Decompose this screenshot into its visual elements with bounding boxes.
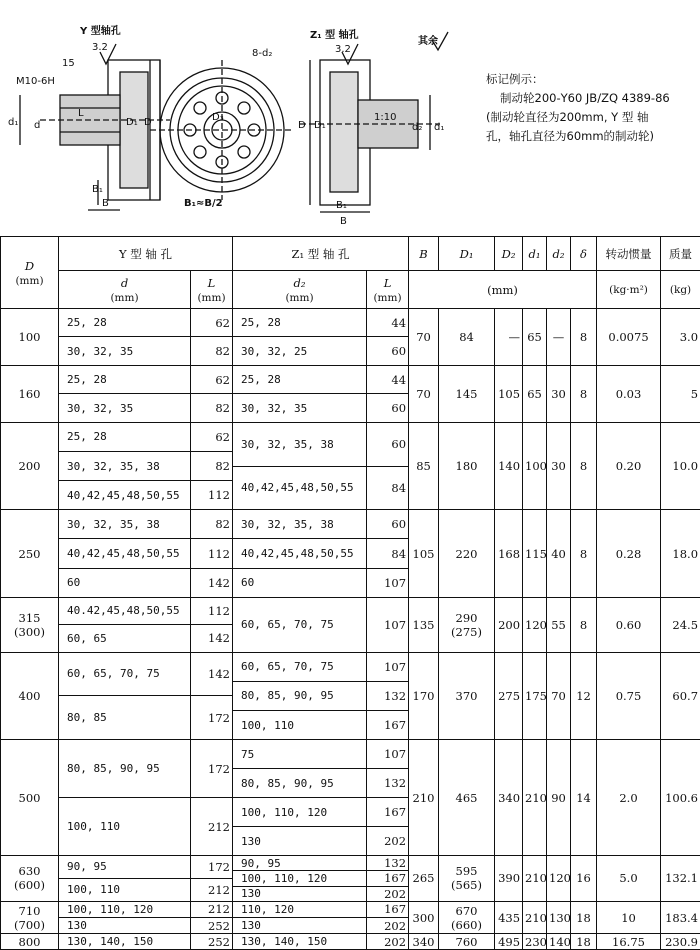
cell-d1: 210 [523,901,547,934]
cell-d1: 115 [523,510,547,597]
dim-d1-left: d₁ [8,117,19,128]
cell-z-dz: 30, 32, 25 [233,337,367,365]
cell-mass: 132.1 [661,856,700,902]
cell-z-dz: 60 [233,568,367,597]
table-row [1,856,700,864]
cell-y-d: 40,42,45,48,50,55 [59,539,191,568]
cell-y-L: 82 [191,394,233,422]
table-row [1,901,700,909]
cell-y-L: 112 [191,481,233,510]
cell-d1: 210 [523,856,547,902]
cell-d2: 70 [547,652,571,739]
cell-z-L: 107 [367,652,409,681]
thread-label: M10-6H [16,76,55,87]
dim-d1-right: d₁ [434,122,445,133]
header-y-L: L (mm) [191,271,233,309]
cell-y-d: 30, 32, 35, 38 [59,452,191,481]
header-d1: d₁ [523,237,547,271]
cell-y-d: 100, 110, 120 [59,901,191,917]
cell-D: 710 (700) [1,901,59,934]
cell-B: 85 [409,422,439,509]
cell-z-dz: 130 [233,827,367,856]
cell-inertia: 5.0 [597,856,661,902]
cell-mass: 10.0 [661,422,700,509]
drawing-left-title: Y 型轴孔 [80,26,121,37]
dim-D-left: D [144,117,152,128]
dim-D1-left: D₁ [126,117,138,128]
cell-z-L: 167 [367,710,409,739]
cell-D1: 290 (275) [439,597,495,652]
cell-D2: 105 [495,365,523,422]
cell-inertia: 2.0 [597,740,661,856]
cell-D2: — [495,309,523,366]
table-row [1,740,700,755]
notes-heading: 标记例示： [486,72,544,86]
cell-y-d: 60, 65, 70, 75 [59,652,191,696]
cell-y-L: 82 [191,452,233,481]
cell-inertia: 0.75 [597,652,661,739]
cell-inertia: 0.03 [597,365,661,422]
cell-D: 500 [1,740,59,856]
cell-D2: 435 [495,901,523,934]
header-z-L: L (mm) [367,271,409,309]
cell-y-L: 212 [191,901,233,917]
cell-d2: 30 [547,365,571,422]
header-z-group: Z₁ 型 轴 孔 [233,237,409,271]
header-D2: D₂ [495,237,523,271]
cell-B: 340 [409,934,439,950]
cell-d2: 90 [547,740,571,856]
cell-y-d: 40,42,45,48,50,55 [59,481,191,510]
dim-L-left: L [78,108,84,119]
cell-d1: 210 [523,740,547,856]
dim-B-right: B [340,216,347,227]
header-d2: d₂ [547,237,571,271]
cell-y-d: 30, 32, 35, 38 [59,510,191,539]
cell-z-dz: 75 [233,740,367,769]
cell-y-L: 212 [191,878,233,901]
cell-y-L: 112 [191,539,233,568]
table-row [1,309,700,323]
cell-delta: 8 [571,597,597,652]
cell-d2: — [547,309,571,366]
cell-y-d: 80, 85, 90, 95 [59,740,191,798]
cell-y-L: 172 [191,856,233,879]
cell-y-d: 100, 110 [59,878,191,901]
cell-d1: 230 [523,934,547,950]
table-row [1,652,700,667]
cell-y-d: 30, 32, 35 [59,337,191,365]
cell-D2: 200 [495,597,523,652]
cell-z-dz: 100, 110, 120 [233,798,367,827]
cell-z-L: 202 [367,827,409,856]
cell-mass: 18.0 [661,510,700,597]
table-row [1,934,700,950]
table-row [1,510,700,520]
dim-d-left: d [34,120,41,131]
cell-inertia: 16.75 [597,934,661,950]
cell-delta: 14 [571,740,597,856]
cell-inertia: 0.28 [597,510,661,597]
dim-15: 15 [62,58,75,69]
cell-mass: 100.6 [661,740,700,856]
cell-z-dz: 80, 85, 90, 95 [233,681,367,710]
cell-z-dz: 60, 65, 70, 75 [233,597,367,652]
cell-D: 100 [1,309,59,366]
cell-D1: 595 (565) [439,856,495,902]
cell-z-L: 107 [367,568,409,597]
cell-D1: 670 (660) [439,901,495,934]
cell-z-L: 107 [367,597,409,652]
cell-B: 210 [409,740,439,856]
cell-y-d: 130 [59,918,191,934]
cell-y-L: 142 [191,625,233,652]
cell-z-L: 60 [367,337,409,365]
cell-z-dz: 25, 28 [233,365,367,393]
notes-line-1: 制动轮200-Y60 JB/ZQ 4389-86 [500,91,670,105]
cell-z-L: 202 [367,886,409,901]
cell-D1: 180 [439,422,495,509]
cell-y-d: 30, 32, 35 [59,394,191,422]
cell-y-L: 172 [191,696,233,740]
cell-y-L: 252 [191,934,233,950]
cell-mass: 24.5 [661,597,700,652]
cell-D2: 390 [495,856,523,902]
cell-inertia: 0.20 [597,422,661,509]
cell-z-dz: 30, 32, 35 [233,394,367,422]
cell-z-L: 132 [367,856,409,871]
cell-z-L: 132 [367,681,409,710]
cell-y-d: 100, 110 [59,798,191,856]
cell-z-L: 84 [367,466,409,510]
cell-d1: 175 [523,652,547,739]
cell-D2: 168 [495,510,523,597]
header-y-group: Y 型 轴 孔 [59,237,233,271]
cell-inertia: 0.0075 [597,309,661,366]
dim-dz-right: d₂ [412,122,423,133]
taper-label: 1:10 [374,112,397,123]
cell-y-d: 130, 140, 150 [59,934,191,950]
cell-d1: 65 [523,365,547,422]
spec-table [0,236,700,950]
cell-d2: 55 [547,597,571,652]
cell-d2: 40 [547,510,571,597]
cell-D1: 220 [439,510,495,597]
cell-y-L: 142 [191,568,233,597]
cell-z-dz: 40,42,45,48,50,55 [233,539,367,568]
cell-z-dz: 40,42,45,48,50,55 [233,466,367,510]
roughness-left: 3.2 [92,42,108,53]
cell-z-L: 132 [367,769,409,798]
dim-D1-right: D₁ [314,120,326,131]
header-B: B [409,237,439,271]
notes-line-3: 孔，轴孔直径为60mm的制动轮) [486,129,655,143]
cell-mass: 3.0 [661,309,700,366]
corner-mark: 其余 [418,36,438,47]
cell-B: 135 [409,597,439,652]
cell-y-L: 142 [191,652,233,696]
cell-z-L: 167 [367,901,409,917]
cell-delta: 12 [571,652,597,739]
notes-line-2: (制动轮直径为200mm, Y 型 轴 [486,110,649,124]
cell-y-L: 62 [191,365,233,393]
cell-D: 315 (300) [1,597,59,652]
cell-z-L: 107 [367,740,409,769]
cell-y-d: 25, 28 [59,309,191,337]
cell-d1: 120 [523,597,547,652]
cell-z-dz: 90, 95 [233,856,367,871]
cell-z-L: 44 [367,309,409,337]
cell-D: 160 [1,365,59,422]
cell-B: 70 [409,365,439,422]
header-D1: D₁ [439,237,495,271]
cell-delta: 8 [571,309,597,366]
drawing-right-title: Z₁ 型 轴孔 [310,30,359,41]
formula-label: B₁≈B/2 [184,198,223,209]
cell-y-d: 40.42,45,48,50,55 [59,597,191,624]
dim-8d2: 8-d₂ [252,48,273,59]
header-inertia-unit: (kg·m²) [597,271,661,309]
cell-d2: 140 [547,934,571,950]
cell-d2: 30 [547,422,571,509]
dim-D-right: D [298,120,306,131]
cell-y-L: 212 [191,798,233,856]
cell-z-dz: 130 [233,886,367,901]
cell-z-L: 202 [367,918,409,934]
cell-z-dz: 30, 32, 35, 38 [233,510,367,539]
header-y-d: d (mm) [59,271,191,309]
header-D: D (mm) [1,237,59,309]
cell-mass: 183.4 [661,901,700,934]
cell-d1: 100 [523,422,547,509]
cell-z-L: 84 [367,539,409,568]
table-row [1,365,700,379]
cell-z-L: 60 [367,394,409,422]
table-row [1,597,700,624]
cell-D1: 370 [439,652,495,739]
header-inertia: 转动惯量 [597,237,661,271]
cell-mass: 230.9 [661,934,700,950]
dim-B-left: B [102,198,109,209]
cell-delta: 18 [571,934,597,950]
cell-y-L: 62 [191,422,233,451]
cell-delta: 8 [571,365,597,422]
cell-y-L: 82 [191,337,233,365]
cell-B: 105 [409,510,439,597]
cell-z-L: 44 [367,365,409,393]
cell-z-dz: 130 [233,918,367,934]
marking-example [486,70,698,146]
cell-y-d: 60 [59,568,191,597]
cell-z-dz: 30, 32, 35, 38 [233,422,367,466]
cell-y-L: 112 [191,597,233,624]
cell-z-dz: 100, 110, 120 [233,871,367,886]
cell-d2: 130 [547,901,571,934]
cell-delta: 18 [571,901,597,934]
cell-z-dz: 80, 85, 90, 95 [233,769,367,798]
cell-z-dz: 100, 110 [233,710,367,739]
cell-inertia: 10 [597,901,661,934]
dim-B1-left: B₁ [92,184,103,195]
cell-D2: 495 [495,934,523,950]
header-delta: δ [571,237,597,271]
cell-z-L: 202 [367,934,409,950]
cell-y-L: 82 [191,510,233,539]
cell-B: 300 [409,901,439,934]
cell-y-d: 80, 85 [59,696,191,740]
cell-D: 800 [1,934,59,950]
cell-mass: 5 [661,365,700,422]
cell-B: 265 [409,856,439,902]
cell-B: 170 [409,652,439,739]
cell-D1: 760 [439,934,495,950]
cell-z-dz: 60, 65, 70, 75 [233,652,367,681]
dim-D3: D₃ [212,112,224,123]
cell-y-L: 172 [191,740,233,798]
cell-z-dz: 110, 120 [233,901,367,917]
cell-D2: 340 [495,740,523,856]
cell-D: 250 [1,510,59,597]
cell-D2: 140 [495,422,523,509]
cell-delta: 16 [571,856,597,902]
cell-z-L: 167 [367,798,409,827]
cell-y-d: 90, 95 [59,856,191,879]
cell-z-L: 60 [367,422,409,466]
cell-y-d: 25, 28 [59,365,191,393]
cell-D: 400 [1,652,59,739]
cell-y-d: 60, 65 [59,625,191,652]
cell-D: 630 (600) [1,856,59,902]
cell-D1: 145 [439,365,495,422]
cell-delta: 8 [571,510,597,597]
cell-mass: 60.7 [661,652,700,739]
cell-inertia: 0.60 [597,597,661,652]
cell-z-L: 60 [367,510,409,539]
cell-y-L: 62 [191,309,233,337]
roughness-right: 3.2 [335,44,351,55]
header-mass-unit: (kg) [661,271,700,309]
cell-D2: 275 [495,652,523,739]
cell-z-dz: 25, 28 [233,309,367,337]
table-row [1,422,700,437]
cell-D1: 84 [439,309,495,366]
dim-B1-right: B₁ [336,200,347,211]
cell-z-L: 167 [367,871,409,886]
cell-y-L: 252 [191,918,233,934]
cell-d1: 65 [523,309,547,366]
cell-y-d: 25, 28 [59,422,191,451]
cell-d2: 120 [547,856,571,902]
cell-D1: 465 [439,740,495,856]
header-common-unit: (mm) [409,271,597,309]
cell-z-dz: 130, 140, 150 [233,934,367,950]
header-mass: 质量 [661,237,700,271]
header-z-dz: d₂ (mm) [233,271,367,309]
cell-B: 70 [409,309,439,366]
cell-delta: 8 [571,422,597,509]
cell-D: 200 [1,422,59,509]
